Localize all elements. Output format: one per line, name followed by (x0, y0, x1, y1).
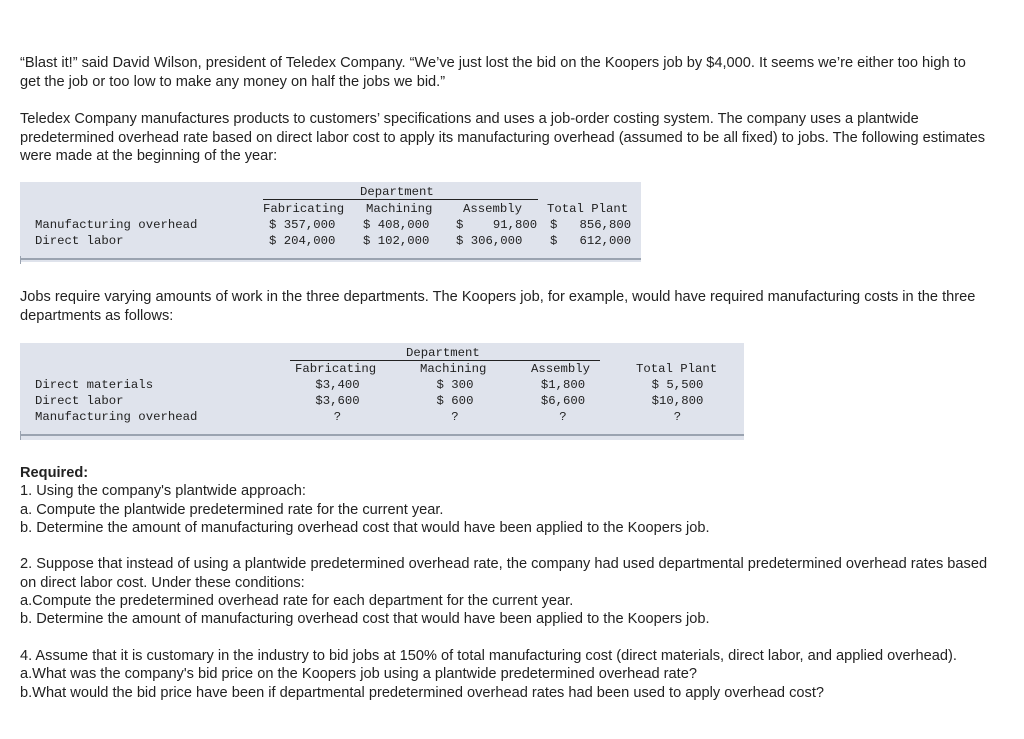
table-cell: $ 408,000 (363, 218, 430, 232)
list-item: b. Determine the amount of manufacturing overhead cost that would have been applied to the Koopers job. (20, 519, 710, 536)
spacer (20, 629, 1000, 647)
table-cell: $ 300 (436, 378, 474, 392)
table-cell: $ 856,800 (550, 218, 632, 232)
row-label: Direct labor (35, 394, 124, 408)
col-assembly: Assembly (463, 202, 523, 216)
table-cell: $ 600 (436, 394, 474, 408)
table-cell: $6,600 (540, 394, 586, 408)
col-assembly: Assembly (531, 362, 591, 376)
table-cell: $ 357,000 (269, 218, 336, 232)
required-heading: Required: (20, 465, 89, 481)
estimates-table (20, 182, 641, 262)
required-section (20, 464, 1000, 702)
table-cell: $3,400 (315, 378, 360, 392)
intro-description: Teledex Company manufactures products to customers’ specifications and uses a job-order costing system. The company uses a plantwide predetermined overhead rate based on direct labor cost to apply its manufacturing overhead (assumed to be all fixed) to jobs. The following estimates were made at the beginning of the year: (20, 111, 986, 164)
table-cell: ? (451, 410, 459, 424)
col-machining: Machining (420, 362, 487, 376)
dept-group-header: Department (360, 185, 434, 199)
table-cell: $3,600 (315, 394, 360, 408)
list-item: 1. Using the company's plantwide approach: (20, 483, 306, 500)
list-item: a. Compute the plantwide predetermined rate for the current year. (20, 501, 444, 518)
table-cell: $ 102,000 (363, 234, 430, 248)
col-total-plant: Total Plant (636, 362, 718, 376)
table-cell: ? (673, 410, 682, 424)
koopers-job-table (20, 343, 744, 440)
row-label: Direct materials (35, 378, 154, 392)
dept-group-header: Department (406, 346, 480, 360)
list-item: 2. Suppose that instead of using a plantwide predetermined overhead rate, the company had used departmental predetermined overhead rates based on direct labor cost. Under these conditions: (20, 556, 988, 591)
table-cell: $ 204,000 (269, 234, 336, 248)
dept-header-underline (263, 199, 538, 200)
col-fabricating: Fabricating (295, 362, 377, 376)
row-label: Manufacturing overhead (35, 218, 198, 232)
table-cell: $ 5,500 (651, 378, 704, 392)
table-cell: $ 306,000 (456, 234, 523, 248)
spacer (20, 537, 1000, 555)
table-cell: $1,800 (540, 378, 586, 392)
col-fabricating: Fabricating (263, 202, 345, 216)
list-item: 4. Assume that it is customary in the industry to bid jobs at 150% of total manufacturing cost (direct materials, direct labor, and applied overhead). (20, 647, 957, 664)
intro-quote: “Blast it!” said David Wilson, president of Teledex Company. “We’ve just lost the bid on the Koopers job by $4,000. It seems we’re either too high to get the job or too low to make any money on half the jobs we bid.” (20, 55, 966, 90)
list-item: a.What was the company's bid price on the Koopers job using a plantwide predetermined overhead rate? (20, 666, 697, 683)
list-item: b.What would the bid price have been if departmental predetermined overhead rates had been used to apply overhead cost? (20, 684, 824, 701)
table-cell: $10,800 (651, 394, 704, 408)
table-cell: ? (333, 410, 342, 424)
table-cell: ? (559, 410, 567, 424)
table-cell: $ 612,000 (550, 234, 632, 248)
list-item: b. Determine the amount of manufacturing overhead cost that would have been applied to the Koopers job. (20, 611, 710, 628)
table-cell: $ 91,800 (456, 218, 538, 232)
row-label: Manufacturing overhead (35, 410, 198, 424)
list-item: a.Compute the predetermined overhead rate for each department for the current year. (20, 593, 574, 610)
jobs-description: Jobs require varying amounts of work in the three departments. The Koopers job, for example, would have required manufacturing costs in the three departments as follows: (20, 289, 976, 324)
col-total-plant: Total Plant (547, 202, 629, 216)
row-label: Direct labor (35, 234, 124, 248)
col-machining: Machining (366, 202, 433, 216)
